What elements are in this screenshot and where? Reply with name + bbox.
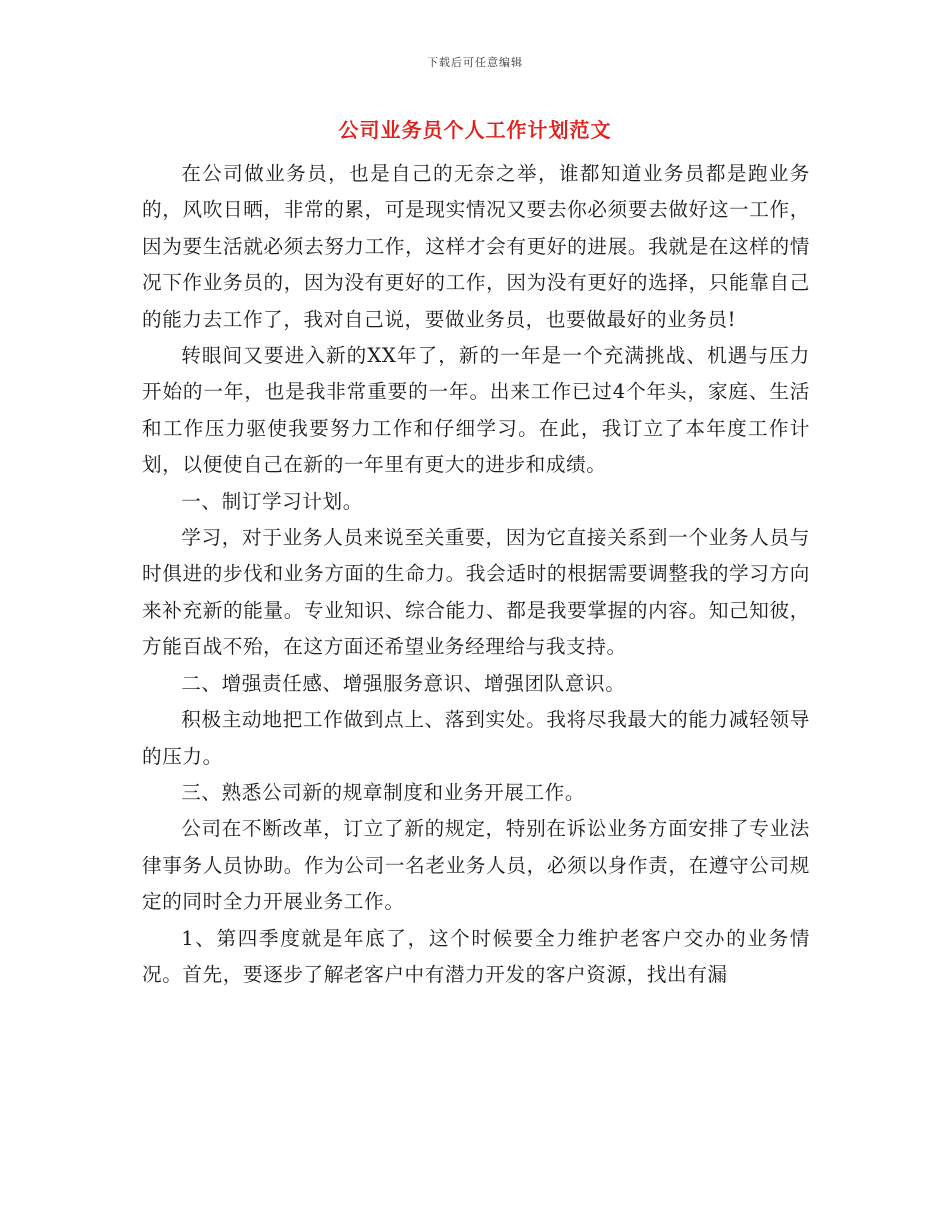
paragraph-intro: 在公司做业务员，也是自己的无奈之举，谁都知道业务员都是跑业务的，风吹日晒，非常的累，可是现实情况又要去你必须要去做好这一工作，因为要生活就必须去努力工作，这样才会有更好的进展。我就是在这样的情况下作业务员的，因为没有更好的工作，因为没有更好的选择，只能靠自己的能力去工作了，我对自己说，要做业务员，也要做最好的业务员!	[142, 162, 810, 331]
download-note: 下载后可任意编辑	[427, 56, 523, 69]
heading-responsibility: 二、增强责任感、增强服务意识、增强团队意识。	[181, 671, 626, 695]
heading-regulations: 三、熟悉公司新的规章制度和业务开展工作。	[181, 780, 586, 804]
paragraph-fourth-quarter: 1、第四季度就是年底了，这个时候要全力维护老客户交办的业务情况。首先，要逐步了解老客户中有潜力开发的客户资源，找出有漏	[142, 926, 810, 986]
document-title: 公司业务员个人工作计划范文	[338, 118, 612, 142]
heading-study-plan: 一、制订学习计划。	[181, 489, 363, 513]
paragraph-new-year: 转眼间又要进入新的XX年了，新的一年是一个充满挑战、机遇与压力开始的一年，也是我非常重要的一年。出来工作已过4个年头，家庭、生活和工作压力驱使我要努力工作和仔细学习。在此，我订立了本年度工作计划，以便使自己在新的一年里有更大的进步和成绩。	[142, 344, 810, 477]
paragraph-regulations: 公司在不断改革，订立了新的规定，特别在诉讼业务方面安排了专业法律事务人员协助。作为公司一名老业务人员，必须以身作责，在遵守公司规定的同时全力开展业务工作。	[142, 817, 810, 914]
document-body	[142, 156, 810, 993]
paragraph-study: 学习，对于业务人员来说至关重要，因为它直接关系到一个业务人员与时俱进的步伐和业务方面的生命力。我会适时的根据需要调整我的学习方向来补充新的能量。专业知识、综合能力、都是我要掌握的内容。知己知彼，方能百战不殆，在这方面还希望业务经理给与我支持。	[142, 526, 810, 659]
paragraph-responsibility: 积极主动地把工作做到点上、落到实处。我将尽我最大的能力减轻领导的压力。	[142, 708, 810, 768]
